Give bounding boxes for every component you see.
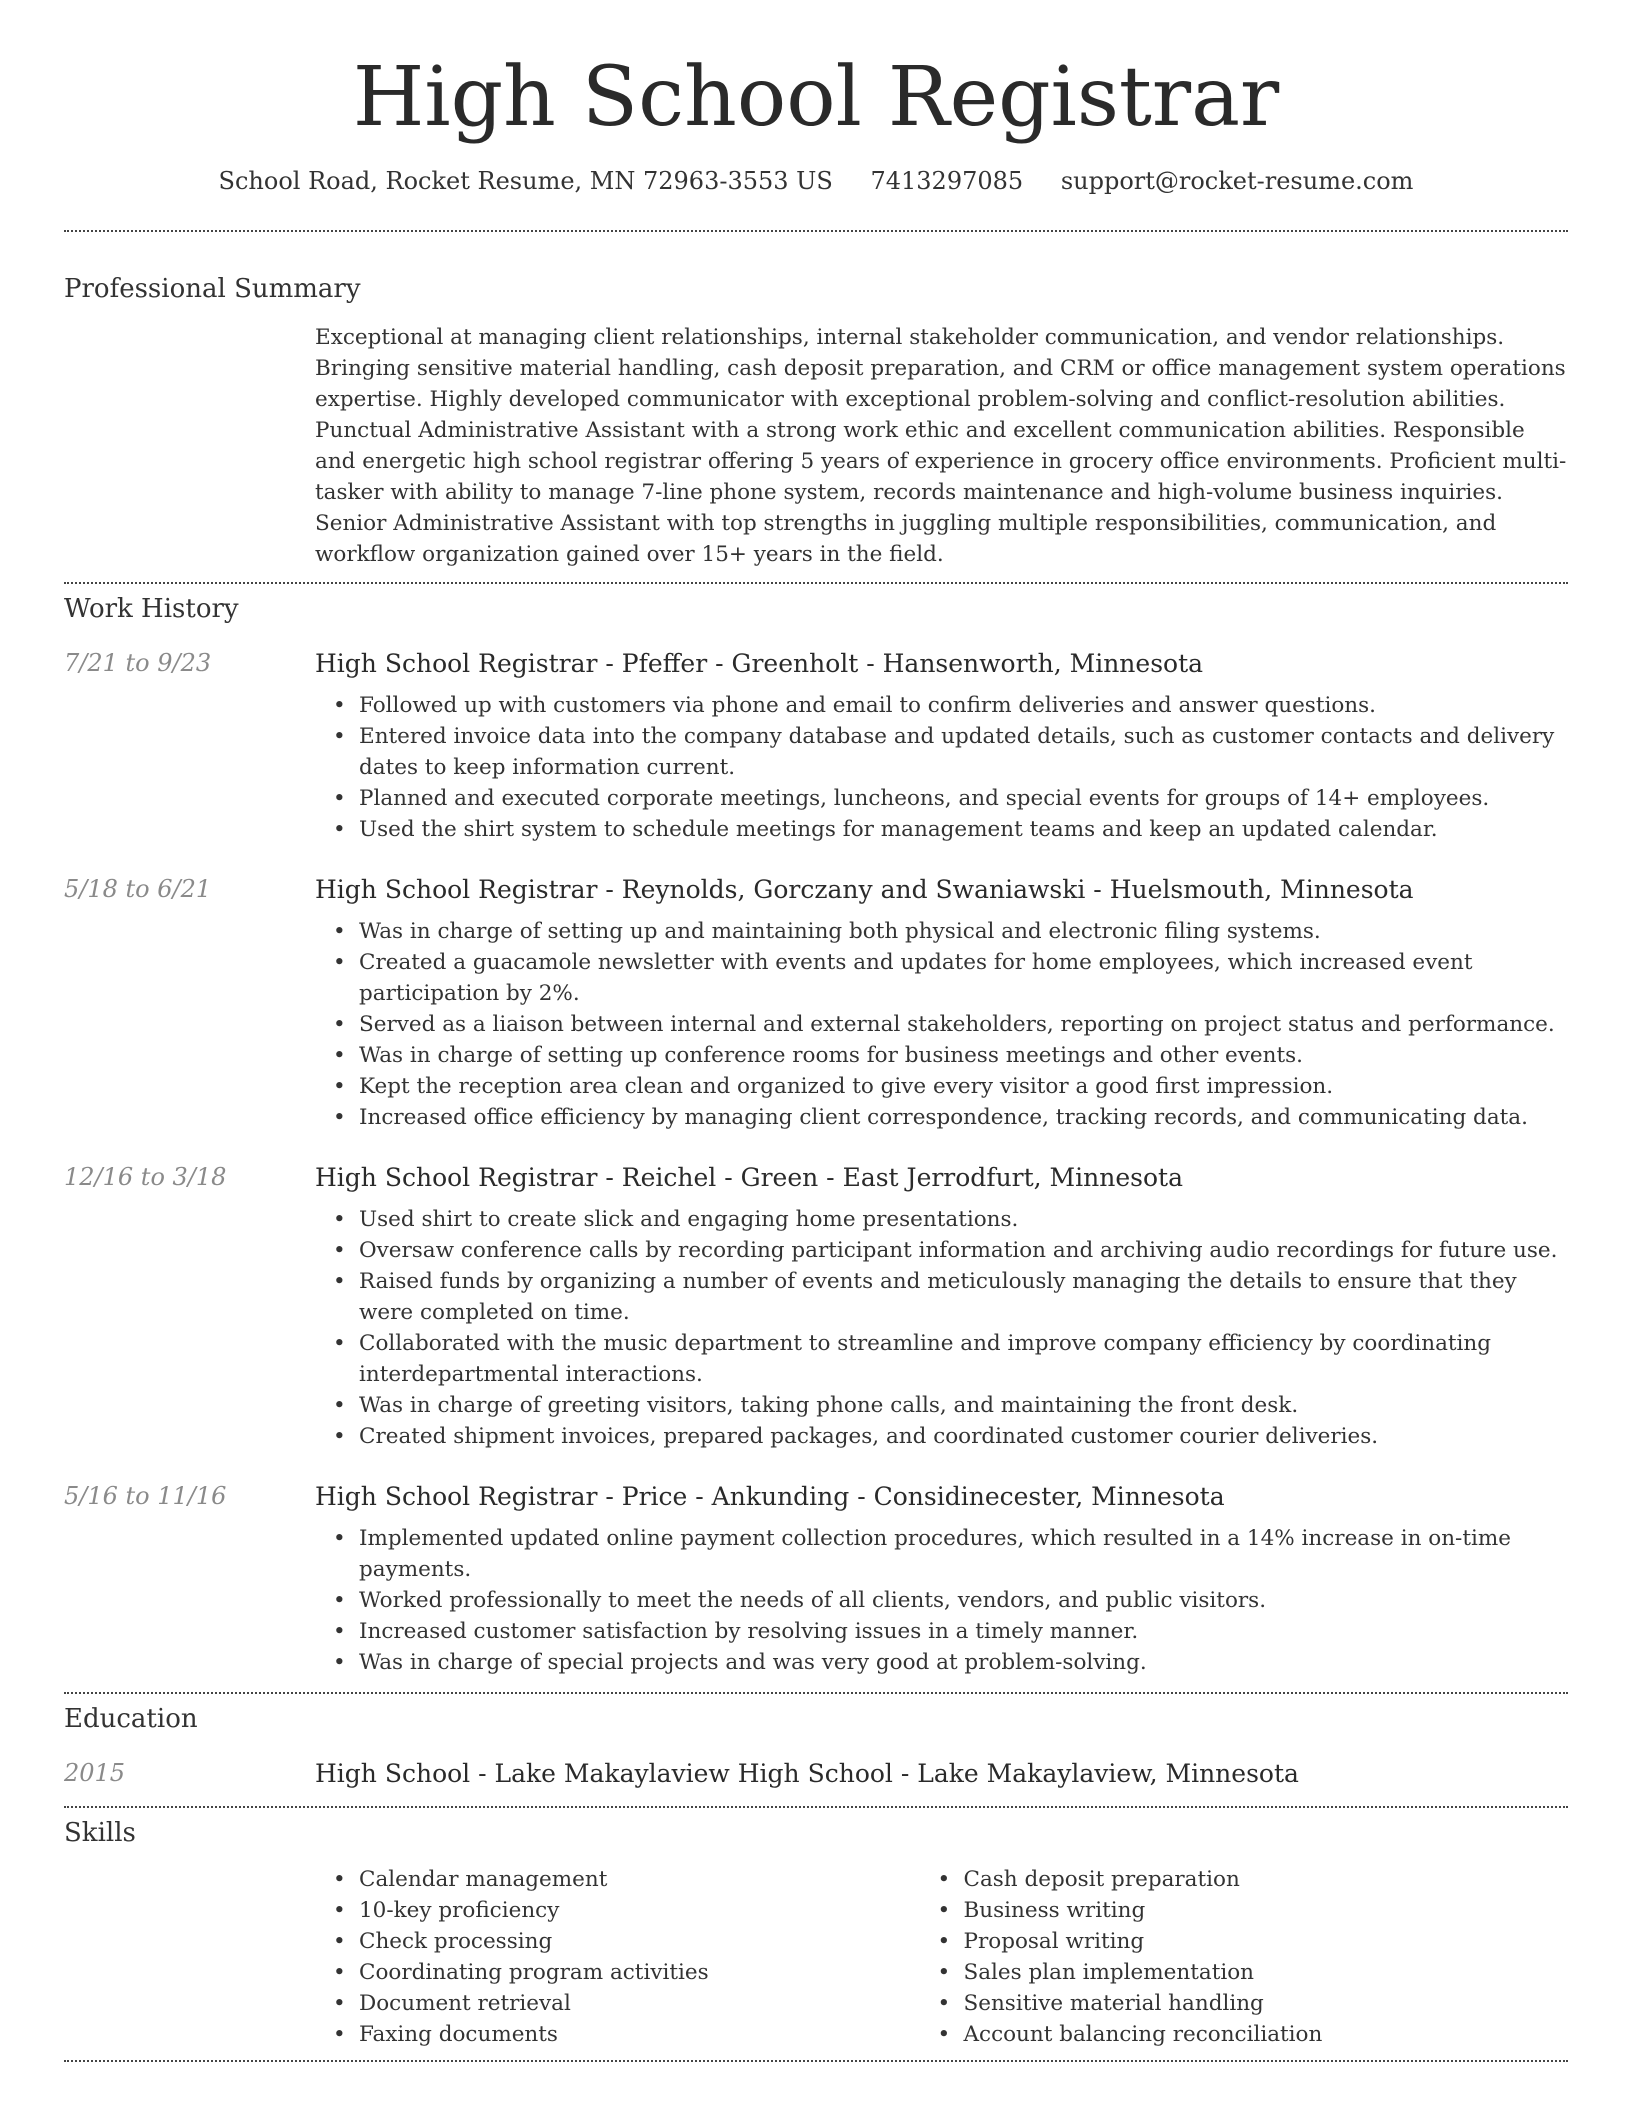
job-bullet: • Implemented updated online payment collection procedures, which resulted in a 14% increase in on-time payments. <box>359 1523 1568 1585</box>
skill-item: • Sensitive material handling <box>964 1988 1569 2019</box>
skill-item: • Cash deposit preparation <box>964 1864 1569 1895</box>
job-bullet: • Oversaw conference calls by recording participant information and archiving audio recordings for future use. <box>359 1235 1568 1266</box>
divider <box>64 1692 1568 1694</box>
work-history-title: Work History <box>64 594 239 624</box>
skill-item: • Business writing <box>964 1895 1569 1926</box>
job-entry <box>64 1482 1568 1678</box>
job-heading: High School Registrar - Reynolds, Gorczany and Swaniawski - Huelsmouth, Minnesota <box>315 875 1414 904</box>
job-dates: 5/16 to 11/16 <box>64 1482 227 1510</box>
job-dates: 5/18 to 6/21 <box>64 875 212 903</box>
job-heading: High School Registrar - Reichel - Green - East Jerrodfurt, Minnesota <box>315 1163 1183 1192</box>
job-dates: 7/21 to 9/23 <box>64 649 212 677</box>
job-bullets <box>64 1204 1568 1452</box>
skills-title: Skills <box>64 1818 136 1848</box>
contact-line <box>0 167 1632 195</box>
divider <box>64 230 1568 232</box>
job-bullet: • Worked professionally to meet the needs of all clients, vendors, and public visitors. <box>359 1585 1568 1616</box>
divider <box>64 582 1568 584</box>
job-bullet: • Used the shirt system to schedule meetings for management teams and keep an updated calendar. <box>359 814 1568 845</box>
skill-item: • Account balancing reconciliation <box>964 2019 1569 2050</box>
job-heading: High School Registrar - Price - Ankunding - Considinecester, Minnesota <box>315 1482 1225 1511</box>
job-bullet: • Was in charge of special projects and was very good at problem-solving. <box>359 1647 1568 1678</box>
job-bullet: • Served as a liaison between internal and external stakeholders, reporting on project status and performance. <box>359 1009 1568 1040</box>
job-bullets <box>64 690 1568 845</box>
education-entry <box>64 1759 1568 1788</box>
job-bullet: • Created a guacamole newsletter with events and updates for home employees, which increased event participation by 2%. <box>359 947 1568 1009</box>
contact-address: School Road, Rocket Resume, MN 72963-3553 US <box>218 167 833 195</box>
job-bullet: • Used shirt to create slick and engaging home presentations. <box>359 1204 1568 1235</box>
job-bullet: • Followed up with customers via phone and email to confirm deliveries and answer questions. <box>359 690 1568 721</box>
contact-phone: 7413297085 <box>870 167 1024 195</box>
education-title: Education <box>64 1704 198 1734</box>
job-heading: High School Registrar - Pfeffer - Greenholt - Hansenworth, Minnesota <box>315 649 1204 678</box>
job-bullet: • Was in charge of setting up and maintaining both physical and electronic filing systems. <box>359 916 1568 947</box>
skill-item: • Check processing <box>359 1926 964 1957</box>
job-bullet: • Was in charge of setting up conference rooms for business meetings and other events. <box>359 1040 1568 1071</box>
job-bullet: • Kept the reception area clean and organized to give every visitor a good first impression. <box>359 1071 1568 1102</box>
job-bullet: • Increased customer satisfaction by resolving issues in a timely manner. <box>359 1616 1568 1647</box>
skill-item: • Coordinating program activities <box>359 1957 964 1988</box>
job-bullet: • Entered invoice data into the company database and updated details, such as customer contacts and delivery dates to keep information current. <box>359 721 1568 783</box>
summary-text: Exceptional at managing client relationships, internal stakeholder communication, and vendor relationships. Bringing sensitive material handling, cash deposit preparation, and CRM or office management system operations expertise. Highly developed communicator with exceptional problem-solving and conflict-resolution abilities. Punctual Administrative Assistant with a strong work ethic and excellent communication abilities. Responsible and energetic high school registrar offering 5 years of experience in grocery office environments. Proficient multi-tasker with ability to manage 7-line phone system, records maintenance and high-volume business inquiries. Senior Administrative Assistant with top strengths in juggling multiple responsibilities, communication, and workflow organization gained over 15+ years in the field. <box>315 325 1567 567</box>
job-bullet: • Collaborated with the music department to streamline and improve company efficiency by coordinating interdepartmental interactions. <box>359 1328 1568 1390</box>
job-bullets <box>64 916 1568 1133</box>
skill-item: • Proposal writing <box>964 1926 1569 1957</box>
skills-list <box>359 1864 1568 2050</box>
education-heading: High School - Lake Makaylaview High School - Lake Makaylaview, Minnesota <box>315 1759 1299 1788</box>
contact-email: support@rocket-resume.com <box>1060 167 1414 195</box>
job-entry <box>64 1163 1568 1452</box>
summary-title: Professional Summary <box>64 274 361 304</box>
skill-item: • Faxing documents <box>359 2019 964 2050</box>
job-dates: 12/16 to 3/18 <box>64 1163 227 1191</box>
job-entry <box>64 649 1568 845</box>
job-bullet: • Created shipment invoices, prepared packages, and coordinated customer courier deliveries. <box>359 1421 1568 1452</box>
divider <box>64 2060 1568 2062</box>
skills-column-left <box>359 1864 964 2050</box>
job-bullet: • Was in charge of greeting visitors, taking phone calls, and maintaining the front desk. <box>359 1390 1568 1421</box>
job-bullets <box>64 1523 1568 1678</box>
job-entry <box>64 875 1568 1133</box>
skills-column-right <box>964 1864 1569 2050</box>
skill-item: • Calendar management <box>359 1864 964 1895</box>
divider <box>64 1806 1568 1808</box>
job-bullet: • Planned and executed corporate meetings, luncheons, and special events for groups of 14+ employees. <box>359 783 1568 814</box>
resume-name: High School Registrar <box>352 50 1280 145</box>
skill-item: • 10-key proficiency <box>359 1895 964 1926</box>
skill-item: • Document retrieval <box>359 1988 964 2019</box>
education-year: 2015 <box>64 1759 126 1787</box>
skill-item: • Sales plan implementation <box>964 1957 1569 1988</box>
job-bullet: • Raised funds by organizing a number of events and meticulously managing the details to ensure that they were completed on time. <box>359 1266 1568 1328</box>
job-bullet: • Increased office efficiency by managing client correspondence, tracking records, and communicating data. <box>359 1102 1568 1133</box>
